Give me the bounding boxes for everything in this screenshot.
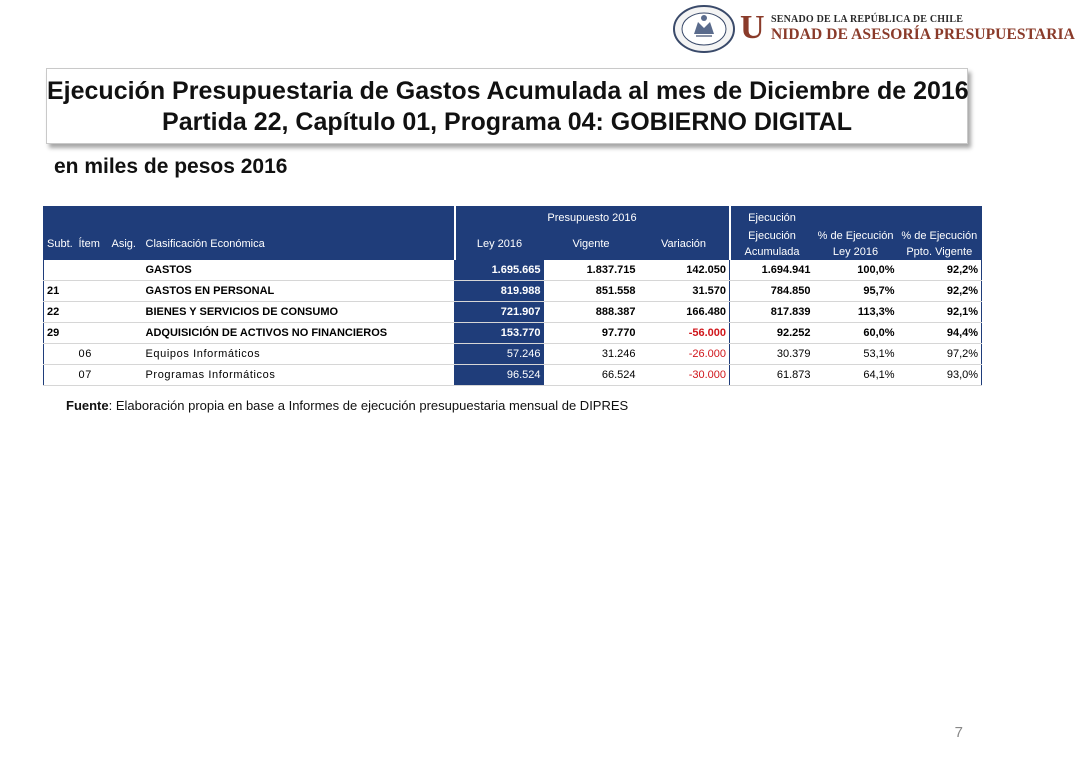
blank-group-header — [44, 207, 455, 229]
cell-item — [76, 302, 109, 323]
brand-main-line: NIDAD DE ASESORÍA PRESUPUESTARIA — [771, 26, 1075, 43]
col-vigente: Vigente — [544, 228, 639, 260]
cell-vigente: 851.558 — [544, 281, 639, 302]
col-ejecucion-acumulada-l2: Acumulada — [744, 246, 800, 258]
col-pct-ley-l2: Ley 2016 — [832, 246, 879, 258]
cell-variacion: 166.480 — [639, 302, 730, 323]
table-row — [44, 365, 982, 386]
cell-pct-vigente: 92,2% — [898, 281, 982, 302]
cell-ejecucion: 61.873 — [730, 365, 814, 386]
cell-ejecucion: 817.839 — [730, 302, 814, 323]
source-note — [66, 398, 628, 413]
cell-subt — [44, 365, 76, 386]
col-pct-vigente-l2: Ppto. Vigente — [906, 246, 973, 258]
cell-item — [76, 281, 109, 302]
cell-item — [76, 323, 109, 344]
source-text: : Elaboración propia en base a Informes de ejecución presupuestaria mensual de DIPRES — [108, 398, 629, 413]
cell-pct-ley: 53,1% — [814, 344, 898, 365]
cell-variacion: -30.000 — [639, 365, 730, 386]
cell-asig — [109, 323, 143, 344]
cell-pct-vigente: 93,0% — [898, 365, 982, 386]
source-label: Fuente — [66, 398, 109, 413]
cell-asig — [109, 344, 143, 365]
cell-asig — [109, 302, 143, 323]
col-pct-vigente-l1: % de Ejecución — [901, 230, 978, 242]
units-subtitle: en miles de pesos 2016 — [54, 155, 288, 178]
cell-vigente: 1.837.715 — [544, 260, 639, 281]
cell-variacion: 142.050 — [639, 260, 730, 281]
cell-subt: 29 — [44, 323, 76, 344]
title-box — [46, 68, 968, 144]
col-pct-ley-l1: % de Ejecución — [817, 230, 894, 242]
table-row — [44, 281, 982, 302]
cell-pct-vigente: 92,1% — [898, 302, 982, 323]
cell-ejecucion: 1.694.941 — [730, 260, 814, 281]
col-ejecucion-acumulada — [730, 228, 814, 260]
cell-ejecucion: 784.850 — [730, 281, 814, 302]
cell-vigente: 888.387 — [544, 302, 639, 323]
col-asig: Asig. — [109, 228, 143, 260]
cell-ejecucion: 92.252 — [730, 323, 814, 344]
col-clasificacion: Clasificación Económica — [143, 228, 455, 260]
cell-clasificacion: GASTOS EN PERSONAL — [143, 281, 455, 302]
cell-clasificacion: Equipos Informáticos — [143, 344, 455, 365]
table-row — [44, 260, 982, 281]
presupuesto-group-header: Presupuesto 2016 — [455, 207, 730, 229]
cell-subt: 21 — [44, 281, 76, 302]
cell-vigente: 66.524 — [544, 365, 639, 386]
cell-item: 06 — [76, 344, 109, 365]
cell-pct-ley: 95,7% — [814, 281, 898, 302]
col-item: Ítem — [76, 228, 109, 260]
cell-ley: 819.988 — [455, 281, 544, 302]
title-line-1: Ejecución Presupuestaria de Gastos Acumulada al mes de Diciembre de 2016 — [47, 77, 969, 105]
cell-ejecucion: 30.379 — [730, 344, 814, 365]
cell-pct-vigente: 97,2% — [898, 344, 982, 365]
cell-item — [76, 260, 109, 281]
table-row — [44, 323, 982, 344]
cell-clasificacion: Programas Informáticos — [143, 365, 455, 386]
col-pct-ley — [814, 228, 898, 260]
cell-variacion: -56.000 — [639, 323, 730, 344]
cell-subt: 22 — [44, 302, 76, 323]
col-pct-vigente — [898, 228, 982, 260]
budget-table — [43, 206, 982, 386]
ejecucion-group-header: Ejecución — [730, 207, 814, 229]
col-subt: Subt. — [44, 228, 76, 260]
page-number: 7 — [954, 724, 963, 741]
cell-vigente: 97.770 — [544, 323, 639, 344]
cell-asig — [109, 365, 143, 386]
table-group-header-row — [44, 207, 982, 229]
cell-ley: 153.770 — [455, 323, 544, 344]
col-ley-2016: Ley 2016 — [455, 228, 544, 260]
table-header-row — [44, 228, 982, 260]
cell-subt — [44, 344, 76, 365]
cell-asig — [109, 281, 143, 302]
cell-pct-ley: 113,3% — [814, 302, 898, 323]
cell-pct-vigente: 92,2% — [898, 260, 982, 281]
senate-seal-icon — [672, 4, 736, 54]
table-row — [44, 302, 982, 323]
cell-pct-vigente: 94,4% — [898, 323, 982, 344]
col-ejecucion-acumulada-l1: Ejecución — [748, 230, 796, 242]
cell-ley: 57.246 — [455, 344, 544, 365]
cell-ley: 96.524 — [455, 365, 544, 386]
cell-clasificacion: ADQUISICIÓN DE ACTIVOS NO FINANCIEROS — [143, 323, 455, 344]
senate-logo — [672, 4, 1075, 54]
cell-vigente: 31.246 — [544, 344, 639, 365]
cell-variacion: 31.570 — [639, 281, 730, 302]
cell-pct-ley: 64,1% — [814, 365, 898, 386]
cell-ley: 1.695.665 — [455, 260, 544, 281]
cell-clasificacion: GASTOS — [143, 260, 455, 281]
title-line-2: Partida 22, Capítulo 01, Programa 04: GOBIERNO DIGITAL — [162, 108, 852, 136]
cell-asig — [109, 260, 143, 281]
cell-pct-ley: 100,0% — [814, 260, 898, 281]
cell-subt — [44, 260, 76, 281]
brand-top-line: SENADO DE LA REPÚBLICA DE CHILE — [771, 14, 964, 25]
table-row — [44, 344, 982, 365]
cell-variacion: -26.000 — [639, 344, 730, 365]
brand-initial: U — [740, 9, 765, 46]
cell-ley: 721.907 — [455, 302, 544, 323]
ejecucion-group-blank — [814, 207, 982, 229]
col-variacion: Variación — [639, 228, 730, 260]
cell-pct-ley: 60,0% — [814, 323, 898, 344]
cell-item: 07 — [76, 365, 109, 386]
cell-clasificacion: BIENES Y SERVICIOS DE CONSUMO — [143, 302, 455, 323]
